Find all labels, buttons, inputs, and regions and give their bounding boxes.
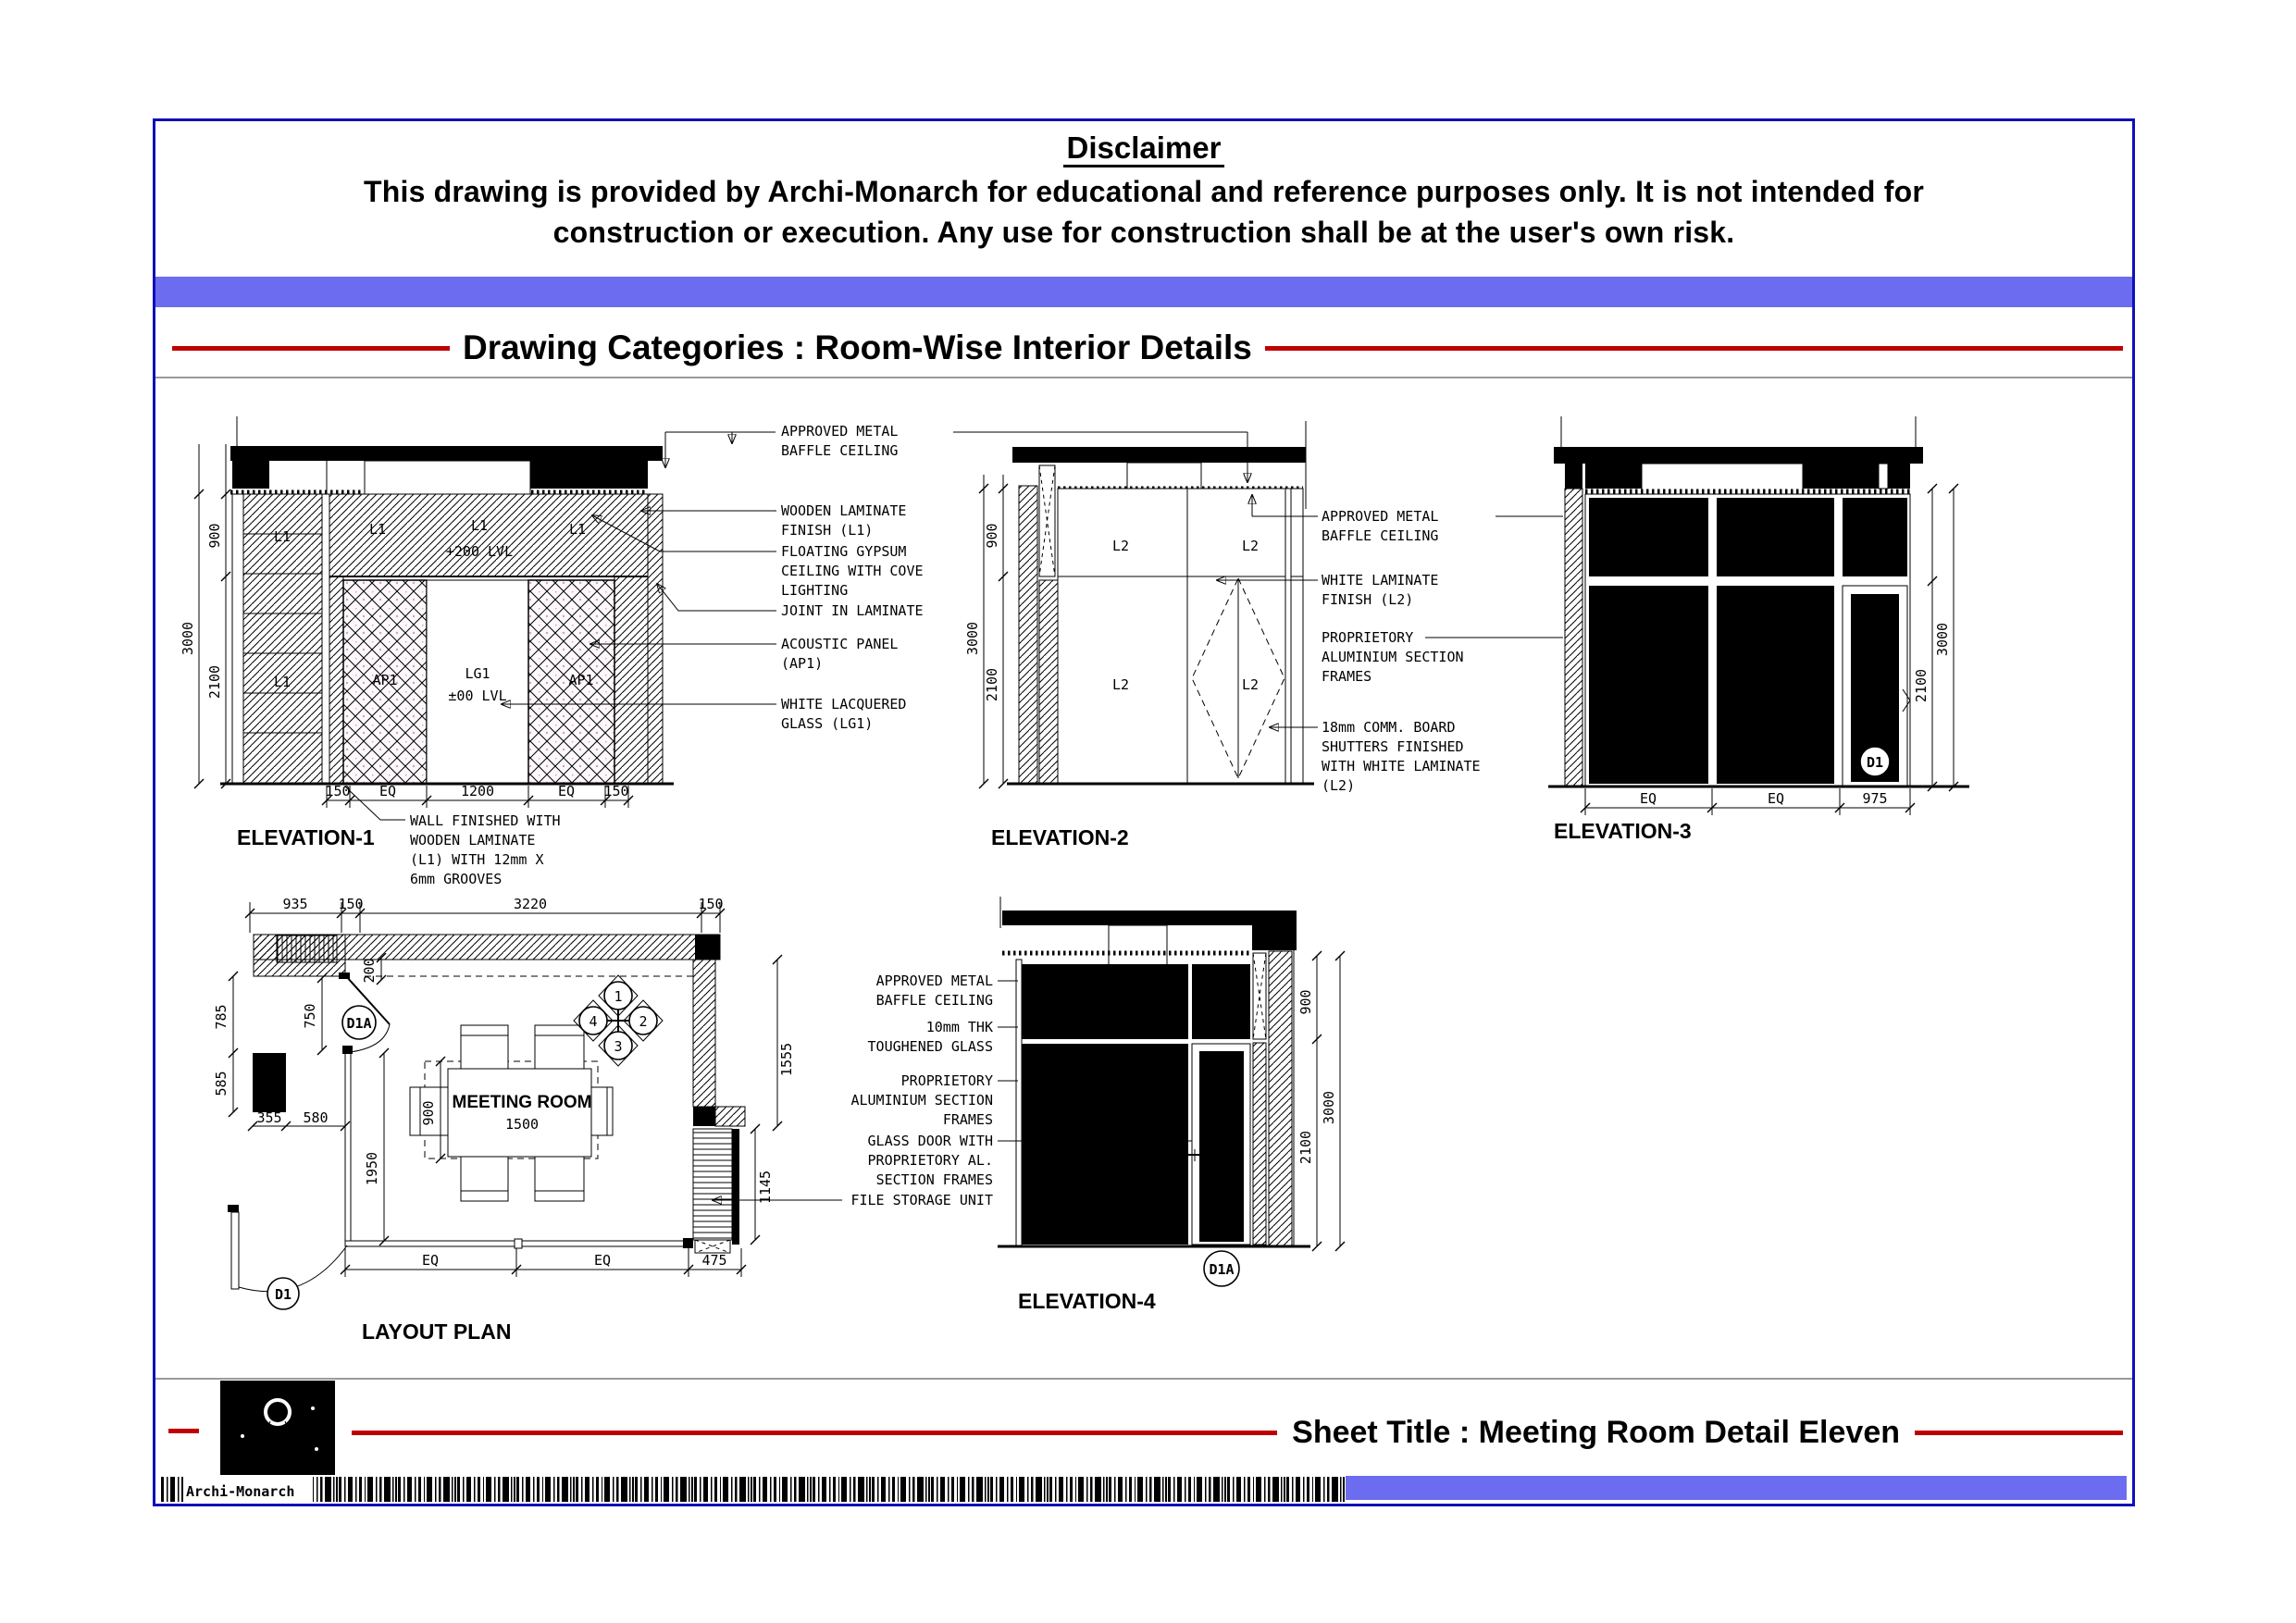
- elev1-bulkhead-right: [523, 461, 648, 489]
- elev1-bulkhead-left: [232, 461, 269, 489]
- elev2-jamb: [1039, 580, 1058, 784]
- dim-eq: EQ: [557, 783, 576, 799]
- plan-door-d1a: [342, 976, 390, 1052]
- dim-975: 975: [1862, 790, 1888, 807]
- dim-580: 580: [303, 1109, 329, 1126]
- plan-right-wall: [693, 960, 715, 1107]
- elev2-ceiling-beam: [1012, 447, 1306, 463]
- dim-eq: EQ: [593, 1252, 612, 1269]
- elevation-3-title: ELEVATION-3: [1554, 819, 1692, 843]
- dim-3000: 3000: [1934, 622, 1951, 657]
- dim-eq: EQ: [1767, 790, 1785, 807]
- elev2-label: L2: [1241, 676, 1260, 693]
- elev1-ap1-label: AP1: [372, 672, 398, 688]
- elev2-label: L2: [1111, 676, 1130, 693]
- elev4-mullion-section: [1253, 953, 1266, 1039]
- dim-900: 900: [420, 1100, 437, 1126]
- dim-3000: 3000: [1321, 1090, 1337, 1125]
- elev2-label: L2: [1111, 538, 1130, 554]
- anno-glass-door: PROPRIETORY AL.: [867, 1152, 993, 1169]
- elev4-wall-section: [1269, 951, 1292, 1246]
- dim-eq: EQ: [379, 783, 397, 799]
- anno-gypsum: CEILING WITH COVE: [781, 563, 924, 579]
- elev4-cove-light: [1109, 925, 1167, 968]
- divider-band-bottom: [1346, 1476, 2127, 1500]
- chair: [461, 1155, 508, 1201]
- anno-aluminium-frames: ALUMINIUM SECTION: [850, 1092, 993, 1109]
- anno-board-shutters: WITH WHITE LAMINATE: [1322, 758, 1481, 774]
- plan-window-unit: [277, 935, 337, 962]
- dim-2100: 2100: [206, 664, 223, 700]
- anno-acoustic: ACOUSTIC PANEL: [781, 636, 899, 652]
- barcode-strip: [161, 1477, 1346, 1502]
- anno-lacquered: WHITE LACQUERED: [781, 696, 907, 712]
- anno-white-laminate: FINISH (L2): [1322, 591, 1414, 608]
- dim-900: 900: [984, 523, 1000, 549]
- elev1-label: L1: [470, 517, 489, 534]
- chair: [535, 1155, 584, 1201]
- anno-aluminium-frames: FRAMES: [942, 1111, 993, 1128]
- elev3-glass-panel: [1589, 498, 1708, 576]
- plan-dims-top: [245, 896, 725, 933]
- elev1-level-label: +200 LVL: [445, 543, 514, 560]
- anno-metal-baffle: BAFFLE CEILING: [781, 442, 899, 459]
- elev4-door-tag: D1A: [1209, 1261, 1235, 1278]
- elev1-label: L1: [273, 528, 292, 545]
- dim-935: 935: [282, 896, 308, 912]
- plan-d1a-tag: D1A: [346, 1015, 372, 1032]
- elev1-label: L1: [568, 521, 587, 538]
- elevation-2-drawing: [964, 421, 1314, 849]
- indicator-3: 3: [614, 1038, 623, 1055]
- anno-wood-laminate: FINISH (L1): [781, 522, 874, 539]
- plan-wall-return: [715, 1107, 745, 1126]
- elev3-glass-panel: [1717, 586, 1834, 784]
- note-line: (L1) WITH 12mm X: [410, 851, 544, 868]
- elev3-door-tag: D1: [1866, 754, 1884, 771]
- anno-aluminium-frames: FRAMES: [1322, 668, 1372, 685]
- plan-wall-column: [693, 1107, 715, 1126]
- anno-metal-baffle: APPROVED METAL: [781, 423, 899, 440]
- anno-gypsum: LIGHTING: [781, 582, 849, 599]
- dim-1145: 1145: [757, 1170, 774, 1205]
- elev1-label: L1: [368, 521, 387, 538]
- dim-150: 150: [325, 783, 351, 799]
- anno-metal-baffle: BAFFLE CEILING: [1322, 527, 1439, 544]
- dim-3000: 3000: [180, 621, 196, 656]
- indicator-1: 1: [614, 988, 623, 1005]
- note-line: 6mm GROOVES: [410, 871, 503, 887]
- dim-150: 150: [603, 783, 629, 799]
- chair: [461, 1025, 508, 1072]
- elev1-dims-left: [180, 444, 230, 788]
- elev2-label: L2: [1241, 538, 1260, 554]
- elev2-wall: [1058, 489, 1303, 784]
- dim-3000: 3000: [964, 621, 981, 656]
- elev4-glass-panel: [1022, 1044, 1188, 1245]
- layout-plan-drawing: [213, 896, 795, 1344]
- anno-metal-baffle: APPROVED METAL: [875, 973, 993, 989]
- elev4-ceiling-beam: [1002, 911, 1297, 925]
- elev4-glass-panel: [1192, 964, 1250, 1039]
- chair: [535, 1025, 584, 1072]
- sheet-title-row: [352, 1415, 2123, 1451]
- elev3-glass-panel: [1589, 586, 1708, 784]
- divider-band: [155, 277, 2132, 307]
- layout-plan-title: LAYOUT PLAN: [362, 1319, 512, 1344]
- anno-gypsum: FLOATING GYPSUM: [781, 543, 907, 560]
- dim-2100: 2100: [1297, 1130, 1314, 1165]
- room-name: MEETING ROOM: [452, 1093, 592, 1112]
- anno-board-shutters: (L2): [1322, 777, 1356, 794]
- elev1-dims-bottom: [322, 783, 633, 808]
- dim-1555: 1555: [778, 1042, 795, 1077]
- plan-left-glass-wall: [345, 1053, 351, 1243]
- plan-corner-column: [695, 935, 720, 960]
- anno-glass-door: SECTION FRAMES: [875, 1171, 993, 1188]
- elevation-1-drawing: [180, 416, 674, 887]
- dim-750: 750: [302, 1003, 318, 1029]
- divider-line-bottom: [155, 1378, 2132, 1380]
- dim-785: 785: [213, 1004, 230, 1030]
- anno-metal-baffle: APPROVED METAL: [1322, 508, 1439, 525]
- elev2-dims-left: [964, 475, 1008, 788]
- elev3-dims-right: [1913, 484, 1958, 791]
- anno-board-shutters: SHUTTERS FINISHED: [1322, 738, 1464, 755]
- dim-3220: 3220: [513, 896, 548, 912]
- plan-d1-tag: D1: [274, 1286, 292, 1303]
- indicator-4: 4: [589, 1013, 598, 1030]
- anno-aluminium-frames: ALUMINIUM SECTION: [1322, 649, 1464, 665]
- elev1-wall-jamb: [648, 494, 663, 784]
- red-rule-right: [1265, 346, 2123, 351]
- plan-file-storage: [693, 1129, 732, 1240]
- indicator-2: 2: [639, 1013, 648, 1030]
- category-title: Drawing Categories : Room-Wise Interior Details: [463, 328, 1252, 366]
- elev3-wall-section: [1565, 489, 1582, 787]
- elev1-lg1-label: LG1: [465, 665, 490, 682]
- elev3-glass-panel: [1717, 498, 1834, 576]
- elev4-bulkhead: [1252, 925, 1297, 950]
- plan-console-unit: [253, 1053, 286, 1112]
- note-line: WOODEN LAMINATE: [410, 832, 536, 849]
- elev1-lacquered-glass: [427, 580, 528, 784]
- dim-475: 475: [701, 1252, 727, 1269]
- elevation-2-title: ELEVATION-2: [991, 825, 1129, 849]
- dim-355: 355: [256, 1109, 282, 1126]
- elev4-glass-panel: [1022, 964, 1188, 1039]
- anno-acoustic: (AP1): [781, 655, 824, 672]
- anno-toughened-glass: TOUGHENED GLASS: [867, 1038, 993, 1055]
- anno-wood-laminate: WOODEN LAMINATE: [781, 502, 907, 519]
- red-rule-dash: [168, 1429, 199, 1433]
- dim-900: 900: [1297, 989, 1314, 1015]
- elev4-door-leaf: [1199, 1051, 1244, 1242]
- disclaimer-title: Disclaimer: [155, 130, 2132, 166]
- table: [448, 1069, 591, 1157]
- elev2-wall-section: [1019, 486, 1037, 784]
- dim-eq: EQ: [421, 1252, 440, 1269]
- category-header: [172, 327, 2123, 369]
- anno-board-shutters: 18mm COMM. BOARD: [1322, 719, 1456, 736]
- plan-door-d1: [228, 1205, 347, 1309]
- anno-file-storage: FILE STORAGE UNIT: [850, 1192, 993, 1208]
- dim-150: 150: [698, 896, 724, 912]
- anno-white-laminate: WHITE LAMINATE: [1322, 572, 1439, 588]
- elev1-ap1-label: AP1: [568, 672, 594, 688]
- anno-lacquered: GLASS (LG1): [781, 715, 874, 732]
- brand-name: Archi-Monarch: [186, 1483, 295, 1500]
- red-rule-right: [1915, 1431, 2123, 1435]
- compass-icon: [220, 1381, 335, 1475]
- red-rule-left: [172, 346, 450, 351]
- elevation-3-drawing: [1548, 416, 1969, 843]
- drawing-area: [155, 375, 2132, 1380]
- table-dim-1500: 1500: [504, 1116, 540, 1133]
- elev1-level0-label: ±00 LVL: [448, 688, 507, 704]
- elev4-dims-right: [1297, 951, 1345, 1251]
- elev3-glass-panel: [1843, 498, 1907, 576]
- elevation-4-title: ELEVATION-4: [1018, 1289, 1156, 1313]
- anno-glass-door: GLASS DOOR WITH: [867, 1133, 993, 1149]
- disclaimer-line-1: This drawing is provided by Archi-Monarch for educational and reference purposes only. It is not intended for: [363, 175, 1925, 208]
- dim-585: 585: [213, 1071, 230, 1096]
- drawing-sheet: [153, 118, 2135, 1506]
- elevation-4-drawing: [998, 897, 1345, 1313]
- anno-aluminium-frames: PROPRIETORY: [900, 1072, 993, 1089]
- anno-joint: JOINT IN LAMINATE: [781, 602, 924, 619]
- elev3-dims-bottom: [1581, 788, 1915, 815]
- elev1-label: L1: [273, 674, 292, 690]
- dim-1200: 1200: [460, 783, 495, 799]
- anno-aluminium-frames: PROPRIETORY: [1322, 629, 1414, 646]
- elev1-ceiling-beam: [230, 446, 663, 461]
- elev3-ceiling-beam: [1554, 447, 1923, 464]
- dim-1950: 1950: [364, 1151, 380, 1186]
- sheet-title: Sheet Title : Meeting Room Detail Eleven: [1292, 1415, 1900, 1450]
- anno-toughened-glass: 10mm THK: [925, 1019, 993, 1035]
- dim-200: 200: [361, 958, 378, 984]
- dim-eq: EQ: [1639, 790, 1657, 807]
- anno-metal-baffle: BAFFLE CEILING: [875, 992, 993, 1009]
- dim-900: 900: [206, 523, 223, 549]
- disclaimer-line-2: construction or execution. Any use for construction shall be at the user's own risk.: [552, 216, 1735, 249]
- archi-monarch-logo: [220, 1381, 335, 1475]
- red-rule-left: [352, 1431, 1277, 1435]
- elevation-1-title: ELEVATION-1: [237, 825, 375, 849]
- note-line: WALL FINISHED WITH: [410, 812, 561, 829]
- plan-elevation-indicator: [574, 975, 663, 1066]
- dim-2100: 2100: [1913, 668, 1930, 703]
- dim-150: 150: [338, 896, 364, 912]
- dim-2100: 2100: [984, 667, 1000, 702]
